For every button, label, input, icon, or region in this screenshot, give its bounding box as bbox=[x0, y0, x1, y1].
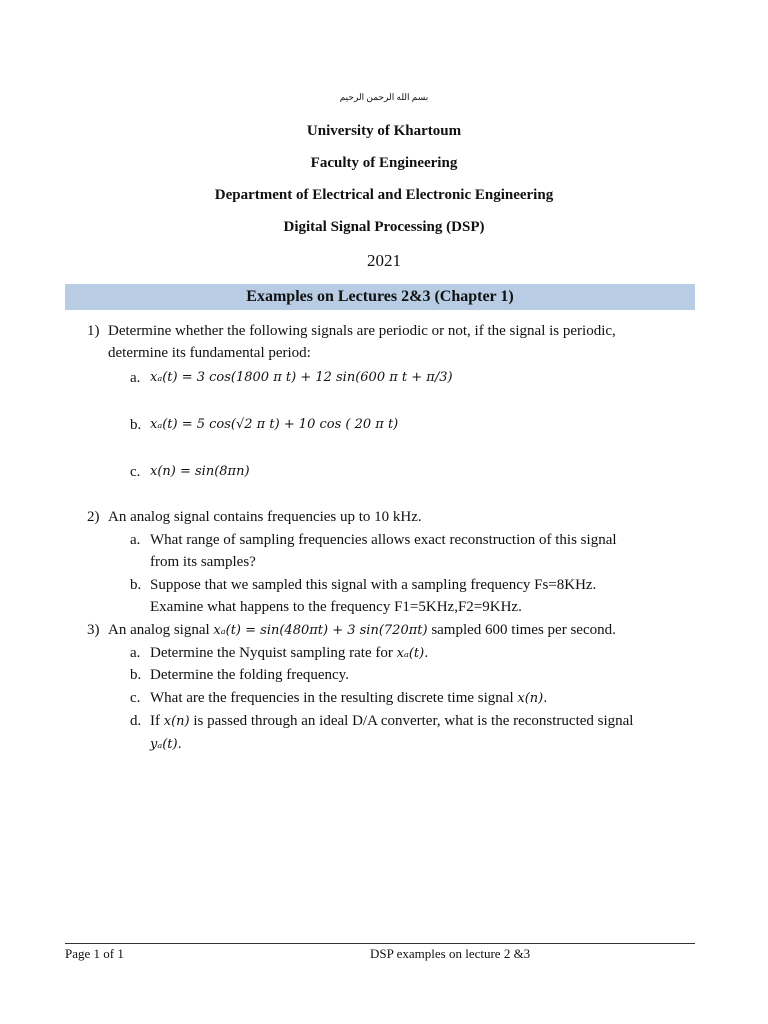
q3a-formula: xₐ(t). bbox=[396, 646, 429, 661]
q1a-formula: xₐ(t) = 3 cos(1800 π t) + 12 sin(600 π t + π/3) bbox=[150, 370, 453, 385]
q2b-text-line2: Examine what happens to the frequency F1=5KHz,F2=9KHz. bbox=[150, 599, 522, 615]
q3b-text: Determine the folding frequency. bbox=[150, 667, 349, 683]
q3a-line bbox=[150, 645, 428, 662]
q1-text-line2: determine its fundamental period: bbox=[108, 345, 311, 361]
q1a-label: a. bbox=[130, 370, 141, 386]
q3-number: 3) bbox=[87, 622, 100, 638]
bismillah: بسم الله الرحمن الرحيم bbox=[339, 92, 429, 102]
q2b-label: b. bbox=[130, 577, 142, 593]
q3d-post: is passed through an ideal D/A converter, what is the reconstructed signal bbox=[193, 713, 634, 729]
q3-intro-line bbox=[108, 622, 616, 639]
q3a-text: Determine the Nyquist sampling rate for bbox=[150, 645, 393, 661]
q3c-label: c. bbox=[130, 690, 141, 706]
q3-intro-formula: xₐ(t) = sin(480πt) + 3 sin(720πt) bbox=[213, 623, 428, 638]
q1-text-line1: Determine whether the following signals are periodic or not, if the signal is periodic, bbox=[108, 323, 616, 339]
q3c-line bbox=[150, 690, 547, 707]
q2-number: 2) bbox=[87, 509, 100, 525]
q1-number: 1) bbox=[87, 323, 100, 339]
q3-intro-post: sampled 600 times per second. bbox=[431, 622, 616, 638]
title-bar bbox=[65, 284, 695, 310]
q2a-text-line2: from its samples? bbox=[150, 554, 256, 570]
q2a-text-line1: What range of sampling frequencies allows exact reconstruction of this signal bbox=[150, 532, 617, 548]
faculty-name: Faculty of Engineering bbox=[310, 155, 458, 171]
q3-intro-pre: An analog signal bbox=[108, 622, 210, 638]
q3c-text: What are the frequencies in the resulting discrete time signal bbox=[150, 690, 514, 706]
q3c-formula: x(n). bbox=[517, 691, 548, 706]
q1b-label: b. bbox=[130, 417, 142, 433]
q2a-label: a. bbox=[130, 532, 141, 548]
course-name: Digital Signal Processing (DSP) bbox=[283, 219, 485, 235]
footer-divider bbox=[65, 943, 695, 944]
year: 2021 bbox=[367, 251, 401, 270]
q3d-label: d. bbox=[130, 713, 142, 729]
footer-doc-title: DSP examples on lecture 2 &3 bbox=[370, 946, 531, 961]
university-name: University of Khartoum bbox=[306, 123, 462, 139]
q3b-label: b. bbox=[130, 667, 142, 683]
q3d-formula2: yₐ(t). bbox=[150, 737, 182, 752]
q1b-formula: xₐ(t) = 5 cos(√2 π t) + 10 cos ( 20 π t) bbox=[150, 417, 399, 432]
q3d-line bbox=[150, 713, 633, 730]
q3d-formula1: x(n) bbox=[163, 714, 190, 729]
q1c-label: c. bbox=[130, 464, 141, 480]
title-bar-text: Examples on Lectures 2&3 (Chapter 1) bbox=[246, 288, 514, 305]
q2-text: An analog signal contains frequencies up to 10 kHz. bbox=[108, 509, 422, 525]
q2b-text-line1: Suppose that we sampled this signal with a sampling frequency Fs=8KHz. bbox=[150, 577, 597, 593]
q1c-formula: x(n) = sin(8πn) bbox=[150, 464, 250, 479]
footer-page-number: Page 1 of 1 bbox=[65, 946, 124, 961]
q3d-pre: If bbox=[150, 713, 160, 729]
department-name: Department of Electrical and Electronic Engineering bbox=[214, 187, 554, 203]
q3a-label: a. bbox=[130, 645, 141, 661]
